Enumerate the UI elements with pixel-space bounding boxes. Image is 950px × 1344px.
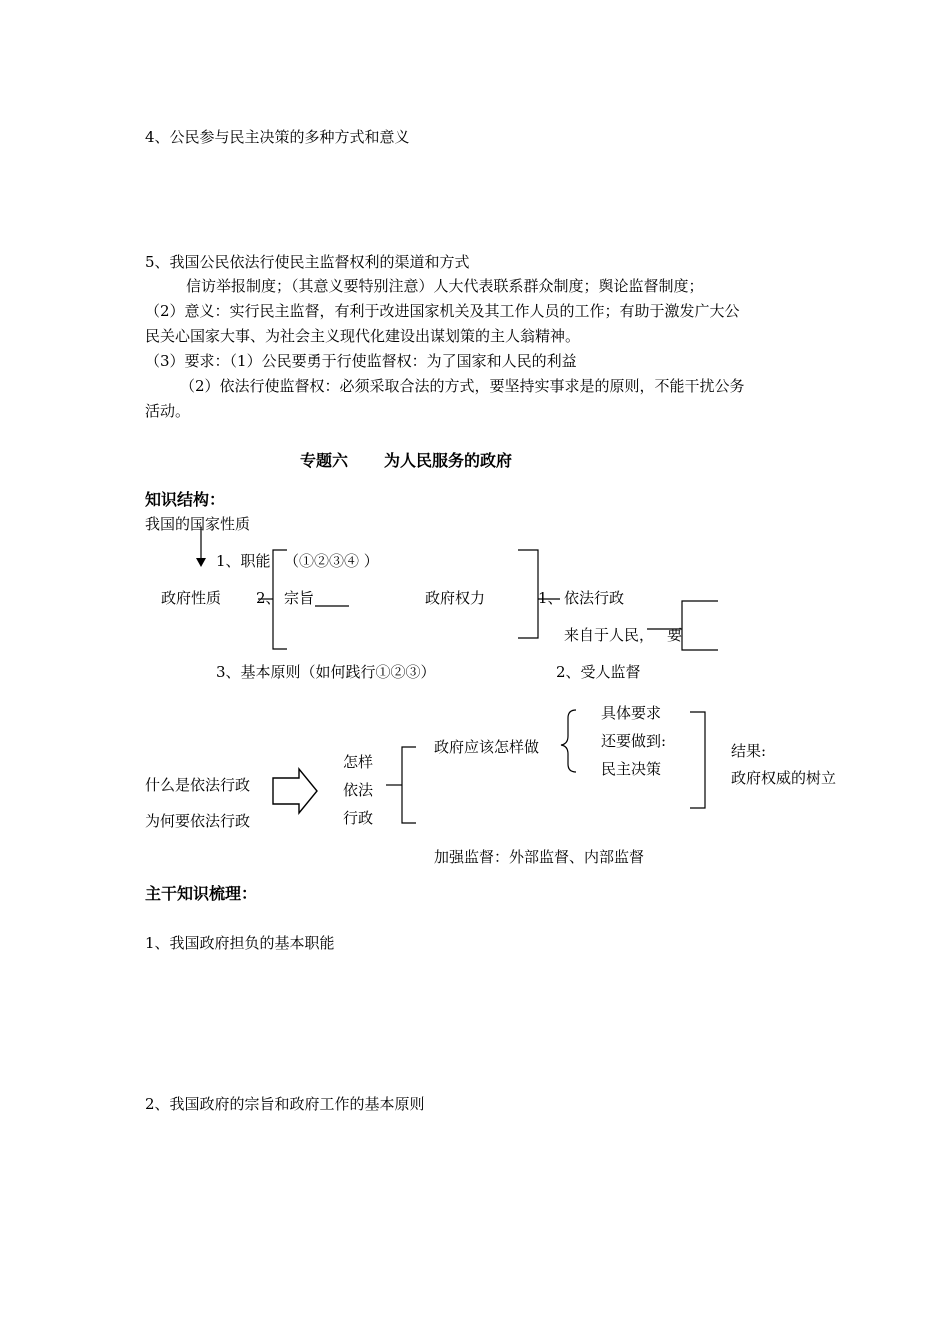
- purpose-number: 2、: [256, 589, 281, 607]
- q5-line-5: （2）依法行使监督权：必须采取合法的方式，要坚持实事求是的原则，不能干扰公务: [180, 377, 745, 395]
- must-bracket: [682, 601, 718, 650]
- supervision-label: 2、受人监督: [556, 663, 641, 681]
- question-4: 4、公民参与民主决策的多种方式和意义: [145, 128, 410, 146]
- result-text: 政府权威的树立: [731, 769, 837, 787]
- hollow-right-arrow: [273, 769, 317, 813]
- structure-heading: 知识结构：: [145, 490, 226, 509]
- q5-line-6: 活动。: [145, 402, 191, 420]
- main-point-2: 2、我国政府的宗旨和政府工作的基本原则: [145, 1095, 425, 1113]
- q5-line-1: 信访举报制度；（其意义要特别注意）人大代表联系群众制度；舆论监督制度；: [186, 277, 704, 295]
- q5-line-2: （2）意义：实行民主监督，有利于改进国家机关及其工作人员的工作；有助于激发广大公: [145, 302, 740, 320]
- how-line-2: 依法: [343, 781, 374, 799]
- main-points-heading: 主干知识梳理：: [145, 884, 258, 903]
- principle-label: 3、基本原则（如何践行①②③）: [216, 663, 436, 681]
- result-label: 结果:: [731, 742, 767, 760]
- law-admin-label: 依法行政: [564, 589, 625, 607]
- down-arrow-head: [196, 558, 206, 567]
- requirement-2: 还要做到:: [601, 732, 667, 750]
- gov-power: 政府权力: [425, 589, 486, 607]
- national-nature: 我国的国家性质: [145, 515, 251, 533]
- must-label: 要: [667, 626, 683, 644]
- from-people: 来自于人民，: [564, 626, 655, 644]
- purpose-label: 宗旨: [284, 589, 315, 607]
- nature-bracket: [273, 550, 287, 649]
- how-bracket: [402, 747, 416, 823]
- requirement-1: 具体要求: [601, 704, 662, 722]
- why-law-admin: 为何要依法行政: [145, 812, 251, 830]
- function-items: （①②③④ ）: [284, 552, 379, 570]
- power-bracket: [518, 550, 538, 638]
- how-line-3: 行政: [343, 809, 374, 827]
- requirements-brace: [561, 710, 576, 772]
- result-bracket: [690, 712, 705, 808]
- gov-nature: 政府性质: [161, 589, 222, 607]
- topic-label: 专题六: [300, 451, 349, 470]
- topic-title: 为人民服务的政府: [384, 451, 513, 470]
- function-label: 1、职能: [216, 552, 271, 570]
- strengthen-supervision: 加强监督：外部监督、内部监督: [434, 848, 645, 866]
- requirement-3: 民主决策: [601, 760, 662, 778]
- q5-line-4: （3）要求：（1）公民要勇于行使监督权：为了国家和人民的利益: [145, 352, 577, 370]
- law-admin-number: 1、: [538, 589, 563, 607]
- main-point-1: 1、我国政府担负的基本职能: [145, 934, 335, 952]
- what-is-law-admin: 什么是依法行政: [145, 776, 251, 794]
- question-5: 5、我国公民依法行使民主监督权利的渠道和方式: [145, 253, 470, 271]
- how-line-1: 怎样: [343, 753, 374, 771]
- q5-line-3: 民关心国家大事、为社会主义现代化建设出谋划策的主人翁精神。: [145, 327, 581, 345]
- should-do: 政府应该怎样做: [434, 738, 540, 756]
